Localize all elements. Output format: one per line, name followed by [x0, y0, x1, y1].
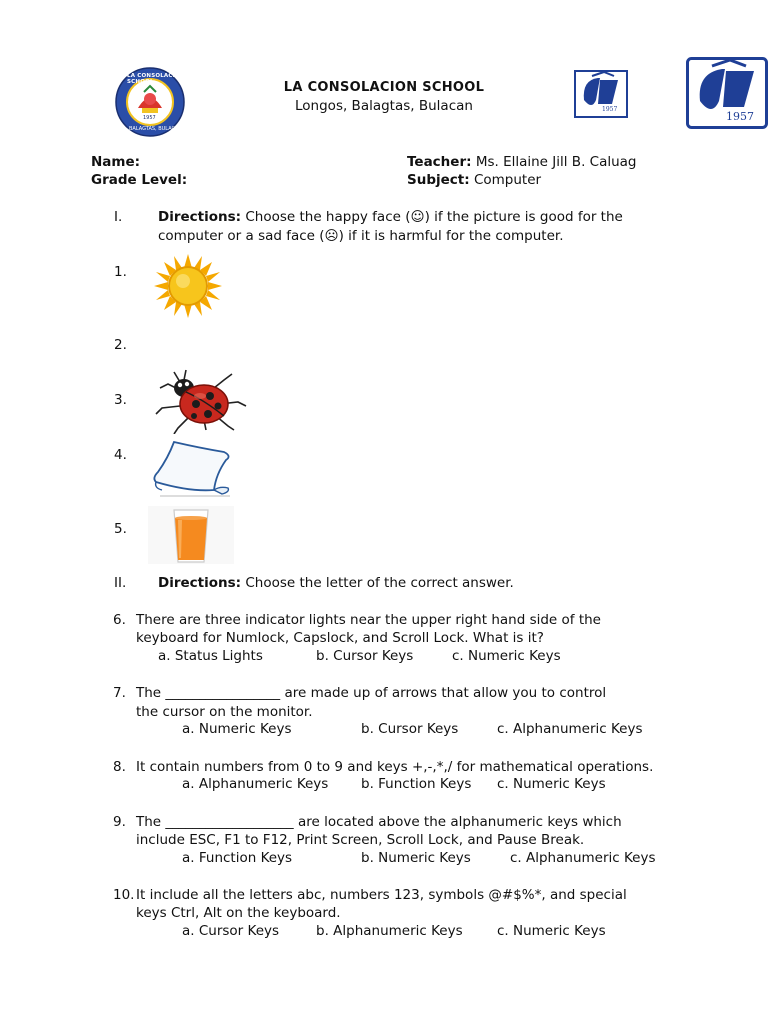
question-10-choice-b: b. Alphanumeric Keys	[316, 923, 463, 939]
question-6-choice-a: a. Status Lights	[158, 648, 263, 664]
question-7-choice-c: c. Alphanumeric Keys	[497, 721, 643, 737]
question-7-number: 7.	[113, 685, 126, 701]
question-9-number: 9.	[113, 814, 126, 830]
question-8-number: 8.	[113, 759, 126, 775]
school-name: LA CONSOLACION SCHOOL	[283, 80, 485, 95]
teacher-label: Teacher:	[407, 154, 472, 170]
subject-line	[407, 171, 541, 189]
question-9-choice-c: c. Alphanumeric Keys	[510, 850, 656, 866]
part1-directions	[158, 208, 623, 226]
question-10-choice-c: c. Numeric Keys	[497, 923, 606, 939]
item-number-3: 3.	[114, 392, 127, 408]
teacher-line	[407, 153, 637, 171]
item-number-4: 4.	[114, 447, 127, 463]
school-address: Longos, Balagtas, Bulacan	[295, 98, 473, 114]
juice-glass-icon	[148, 506, 234, 564]
part2-directions-label: Directions:	[158, 575, 242, 591]
question-6-choice-b: b. Cursor Keys	[316, 648, 414, 664]
school-logo-small	[574, 70, 628, 118]
part1-directions-line1: Choose the happy face (☺) if the picture is good for the	[241, 209, 623, 225]
question-9-choice-a: a. Function Keys	[182, 850, 293, 866]
item-number-5: 5.	[114, 521, 127, 537]
question-7-choice-a: a. Numeric Keys	[182, 721, 292, 737]
question-10-choice-a: a. Cursor Keys	[182, 923, 280, 939]
part2-directions-text: Choose the letter of the correct answer.	[241, 575, 514, 591]
grade-level-label: Grade Level:	[91, 172, 188, 188]
question-7-line2: the cursor on the monitor.	[136, 704, 313, 720]
sun-icon	[152, 254, 224, 318]
part2-numeral: II.	[114, 575, 127, 591]
part1-directions-label: Directions:	[158, 209, 242, 225]
question-6-line2: keyboard for Numlock, Capslock, and Scroll Lock. What is it?	[136, 630, 544, 646]
part1-numeral: I.	[114, 209, 123, 225]
part1-directions-line2: computer or a sad face (☹) if it is harmful for the computer.	[158, 228, 564, 244]
question-6-line1: There are three indicator lights near the upper right hand side of the	[136, 612, 601, 628]
seal-text: LA CONSOLACION SCHOOL	[127, 73, 185, 85]
question-8-choice-c: c. Numeric Keys	[497, 776, 606, 792]
question-9-choice-b: b. Numeric Keys	[361, 850, 471, 866]
question-7-choice-b: b. Cursor Keys	[361, 721, 459, 737]
cloth-icon	[150, 438, 234, 498]
question-7-line1: The _________________ are made up of arrows that allow you to control	[136, 685, 607, 701]
school-logo-large	[686, 57, 768, 129]
part2-directions	[158, 574, 514, 592]
question-8-line1: It contain numbers from 0 to 9 and keys +,-,*,/ for mathematical operations.	[136, 759, 654, 775]
seal-year: 1957	[143, 115, 156, 121]
question-9-line2: include ESC, F1 to F12, Print Screen, Scroll Lock, and Pause Break.	[136, 832, 585, 848]
question-8-choice-a: a. Alphanumeric Keys	[182, 776, 329, 792]
name-label: Name:	[91, 154, 141, 170]
question-6-number: 6.	[113, 612, 126, 628]
ladybug-icon	[154, 368, 250, 434]
logo-large-year: 1957	[726, 110, 754, 123]
item-number-2: 2.	[114, 337, 127, 353]
question-6-choice-c: c. Numeric Keys	[452, 648, 561, 664]
question-9-line1: The ___________________ are located above the alphanumeric keys which	[136, 814, 622, 830]
logo-small-year: 1957	[602, 106, 618, 113]
subject-value: Computer	[473, 172, 542, 188]
item-number-1: 1.	[114, 264, 127, 280]
subject-label: Subject:	[407, 172, 470, 188]
question-10-number: 10.	[113, 887, 135, 903]
question-10-line1: It include all the letters abc, numbers 123, symbols @#$%*, and special	[136, 887, 627, 903]
question-8-choice-b: b. Function Keys	[361, 776, 472, 792]
teacher-value: Ms. Ellaine Jill B. Caluag	[475, 154, 637, 170]
question-10-line2: keys Ctrl, Alt on the keyboard.	[136, 905, 341, 921]
seal-bottom-text: BALAGTAS, BULACAN	[129, 126, 183, 132]
